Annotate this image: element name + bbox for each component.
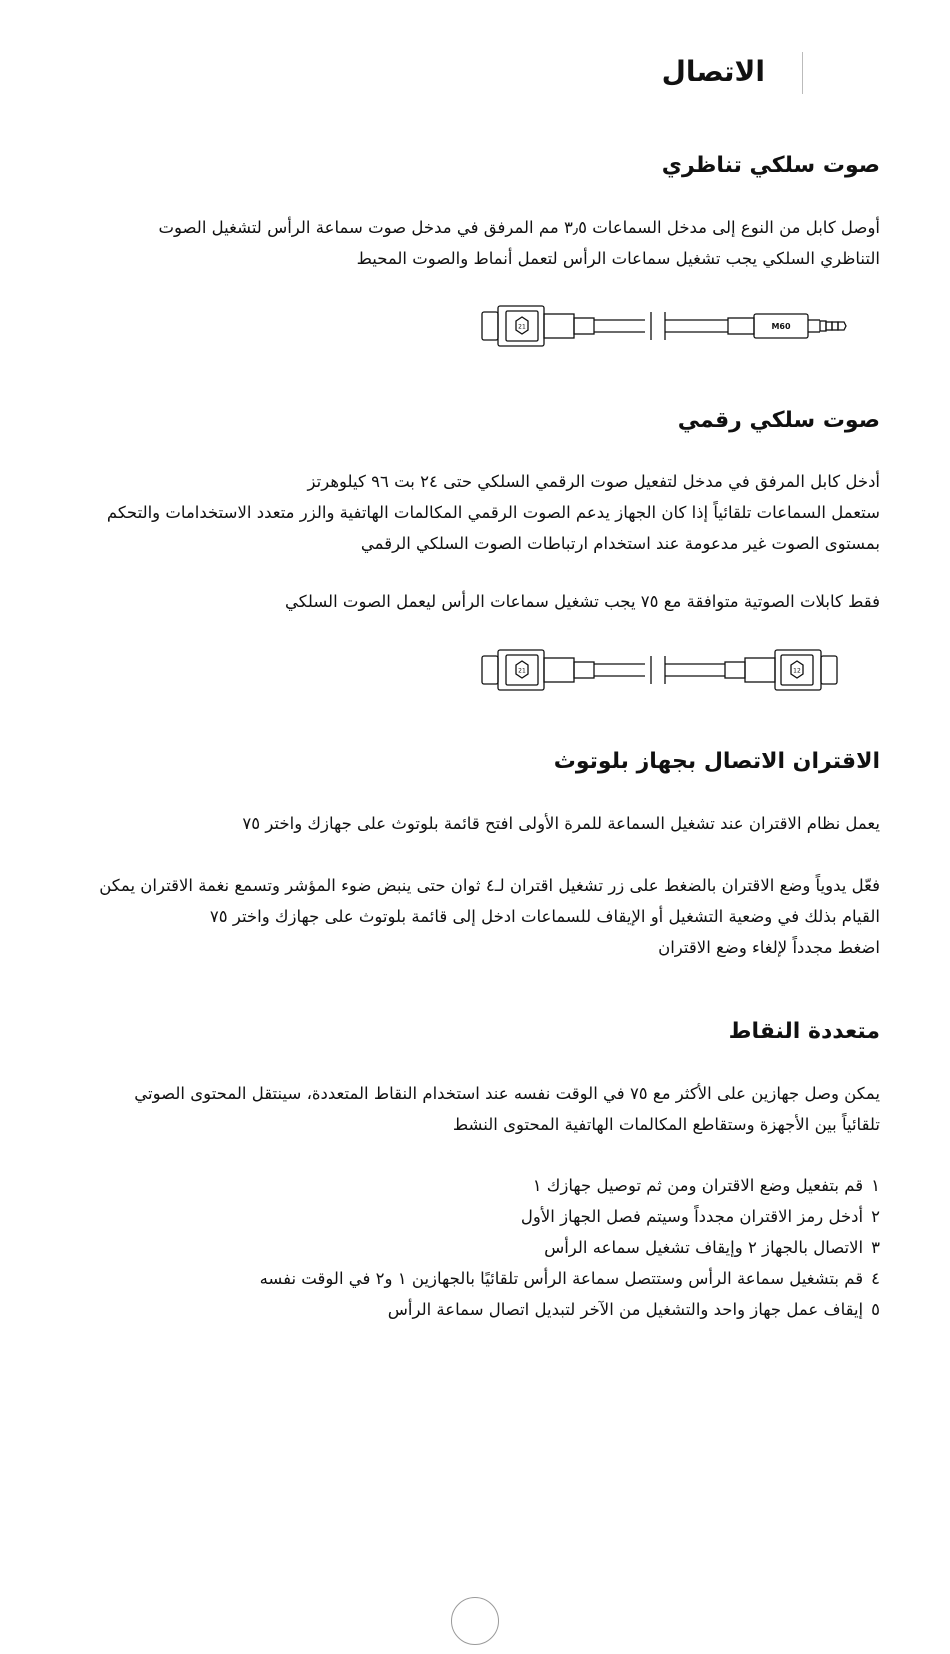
analog-paragraph: [40, 212, 880, 274]
digital-cable-diagram: [480, 648, 880, 692]
list-item: ٤قم بتشغيل سماعة الرأس وستتصل سماعة الرأس تلقائيًا بالجهازين ١ و٢ في الوقت نفسه: [259, 1269, 880, 1288]
multipoint-steps: [60, 1170, 880, 1325]
svg-text:21: 21: [518, 323, 526, 331]
digital-heading: صوت سلكي رقمي: [677, 408, 880, 433]
usb-c-icon: [775, 650, 837, 690]
bluetooth-line-2: القيام بذلك في وضعية التشغيل أو الإيقاف للسماعات ادخل إلى قائمة بلوتوث على جهازك واختر ٧٥: [209, 907, 880, 926]
analog-line-2: التناظري السلكي يجب تشغيل سماعات الرأس لتعمل أنماط والصوت المحيط: [356, 249, 880, 268]
multipoint-line-1: يمكن وصل جهازين على الأكثر مع ٧٥ في الوقت نفسه عند استخدام النقاط المتعددة، سينتقل المحتوى الصوتي: [134, 1084, 880, 1103]
bluetooth-line-1: فعّل يدوياً وضع الاقتران بالضغط على زر تشغيل اقتران لـ٤ ثوان حتى ينبض ضوء المؤشر وتسمع نغمة الاقتران يمكن: [99, 876, 880, 895]
page-title: الاتصال: [661, 55, 765, 88]
bluetooth-section: [60, 746, 880, 778]
list-item: ٥إيقاف عمل جهاز واحد والتشغيل من الآخر لتبديل اتصال سماعة الرأس: [387, 1300, 880, 1319]
digital-section: [60, 405, 880, 437]
jack-3-5mm-icon: [754, 314, 846, 338]
multipoint-line-2: تلقائياً بين الأجهزة وستقاطع المكالمات الهاتفية المحتوى النشط: [452, 1115, 880, 1134]
digital-line-3: بمستوى الصوت غير مدعومة عند استخدام ارتباطات الصوت السلكي الرقمي: [360, 534, 880, 553]
svg-text:12: 12: [793, 667, 801, 675]
digital-note-text: فقط كابلات الصوتية متوافقة مع ٧٥ يجب تشغيل سماعات الرأس ليعمل الصوت السلكي: [285, 592, 880, 611]
svg-text:21: 21: [518, 667, 526, 675]
bluetooth-para1: يعمل نظام الاقتران عند تشغيل السماعة للمرة الأولى افتح قائمة بلوتوث على جهازك واختر ٧٥: [242, 814, 880, 833]
analog-section: [60, 150, 880, 182]
digital-line-1: أدخل كابل المرفق في مدخل لتفعيل صوت الرقمي السلكي حتى ٢٤ بت ٩٦ كيلوهرتز: [307, 472, 880, 491]
bluetooth-line-3: اضغط مجدداً لإلغاء وضع الاقتران: [658, 938, 880, 957]
usb-c-icon: [482, 306, 544, 346]
digital-line-2: ستعمل السماعات تلقائياً إذا كان الجهاز يدعم الصوت الرقمي المكالمات الهاتفية والزر متعدد الاستخدامات والتحكم: [106, 503, 880, 522]
list-item: ٣الاتصال بالجهاز ٢ وإيقاف تشغيل سماعه الرأس: [544, 1238, 880, 1257]
steps-list: [60, 1170, 880, 1325]
title-divider: [802, 52, 803, 94]
analog-heading: صوت سلكي تناظري: [661, 153, 880, 178]
list-item: ٢أدخل رمز الاقتران مجدداً وسيتم فصل الجهاز الأول: [520, 1207, 880, 1226]
page-header: [662, 50, 765, 94]
multipoint-heading: متعددة النقاط: [728, 1019, 880, 1044]
multipoint-section: [60, 1016, 880, 1048]
analog-line-1: أوصل كابل من النوع إلى مدخل السماعات ٣٫٥ مم المرفق في مدخل صوت سماعة الرأس لتشغيل الصوت: [158, 218, 880, 237]
digital-paragraph: [40, 466, 880, 559]
analog-cable-diagram: [480, 304, 880, 348]
multipoint-paragraph: [40, 1078, 880, 1140]
usb-c-icon: [482, 650, 544, 690]
bluetooth-heading: الاقتران الاتصال بجهاز بلوتوث: [553, 749, 880, 774]
list-item: ١قم بتفعيل وضع الاقتران ومن ثم توصيل جهازك ١: [532, 1176, 880, 1195]
bluetooth-paragraph-2: [40, 870, 880, 963]
digital-note: [60, 586, 880, 617]
bluetooth-paragraph-1: [60, 808, 880, 839]
page-number-circle: [451, 1597, 499, 1645]
cable-label: M60: [771, 322, 791, 331]
